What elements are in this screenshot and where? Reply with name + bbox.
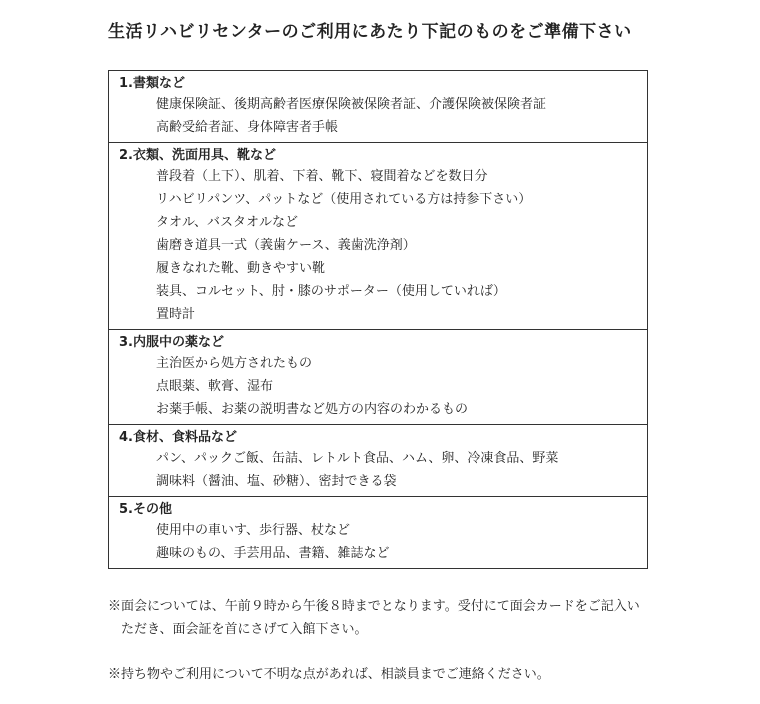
section-food	[109, 425, 647, 497]
list-item: 歯磨き道具一式（義歯ケース、義歯洗浄剤）	[156, 238, 416, 253]
list-item: 高齢受給者証、身体障害者手帳	[156, 120, 339, 135]
section-other	[109, 497, 647, 568]
visiting-note	[108, 595, 640, 641]
section-heading: 5.その他	[119, 502, 172, 517]
list-item: 趣味のもの、手芸用品、書籍、雑誌など	[156, 546, 390, 561]
list-item: 調味料（醤油、塩、砂糖）、密封できる袋	[156, 474, 397, 489]
section-clothing	[109, 143, 647, 330]
visiting-note-line: ただき、面会証を首にさげて入館下さい。	[121, 622, 368, 637]
section-heading: 3.内服中の薬など	[119, 335, 224, 350]
list-item: 置時計	[156, 307, 196, 322]
list-item: 主治医から処方されたもの	[156, 356, 313, 371]
contact-note: ※持ち物やご利用について不明な点があれば、相談員までご連絡ください。	[108, 667, 550, 682]
list-item: お薬手帳、お薬の説明書など処方の内容のわかるもの	[156, 402, 469, 417]
checklist-table	[108, 70, 648, 569]
section-documents	[109, 71, 647, 143]
section-heading: 1.書類など	[119, 76, 185, 91]
visiting-note-line: ※面会については、午前９時から午後８時までとなります。受付にて面会カードをご記入い	[108, 599, 640, 614]
list-item: リハビリパンツ、パットなど（使用されている方は持参下さい）	[156, 192, 532, 207]
list-item: 使用中の車いす、歩行器、杖など	[156, 523, 350, 538]
section-heading: 4.食材、食料品など	[119, 430, 237, 445]
section-medication	[109, 330, 647, 425]
list-item: 普段着（上下）、肌着、下着、靴下、寝間着などを数日分	[156, 169, 488, 184]
list-item: 点眼薬、軟膏、湿布	[156, 379, 274, 394]
list-item: 装具、コルセット、肘・膝のサポーター（使用していれば）	[156, 284, 506, 299]
list-item: パン、パックご飯、缶詰、レトルト食品、ハム、卵、冷凍食品、野菜	[156, 451, 559, 466]
list-item: 履きなれた靴、動きやすい靴	[156, 261, 326, 276]
page-title: 生活リハビリセンターのご利用にあたり下記のものをご準備下さい	[108, 22, 632, 42]
section-heading: 2.衣類、洗面用具、靴など	[119, 148, 276, 163]
list-item: 健康保険証、後期高齢者医療保険被保険者証、介護保険被保険者証	[156, 97, 547, 112]
list-item: タオル、バスタオルなど	[156, 215, 298, 230]
